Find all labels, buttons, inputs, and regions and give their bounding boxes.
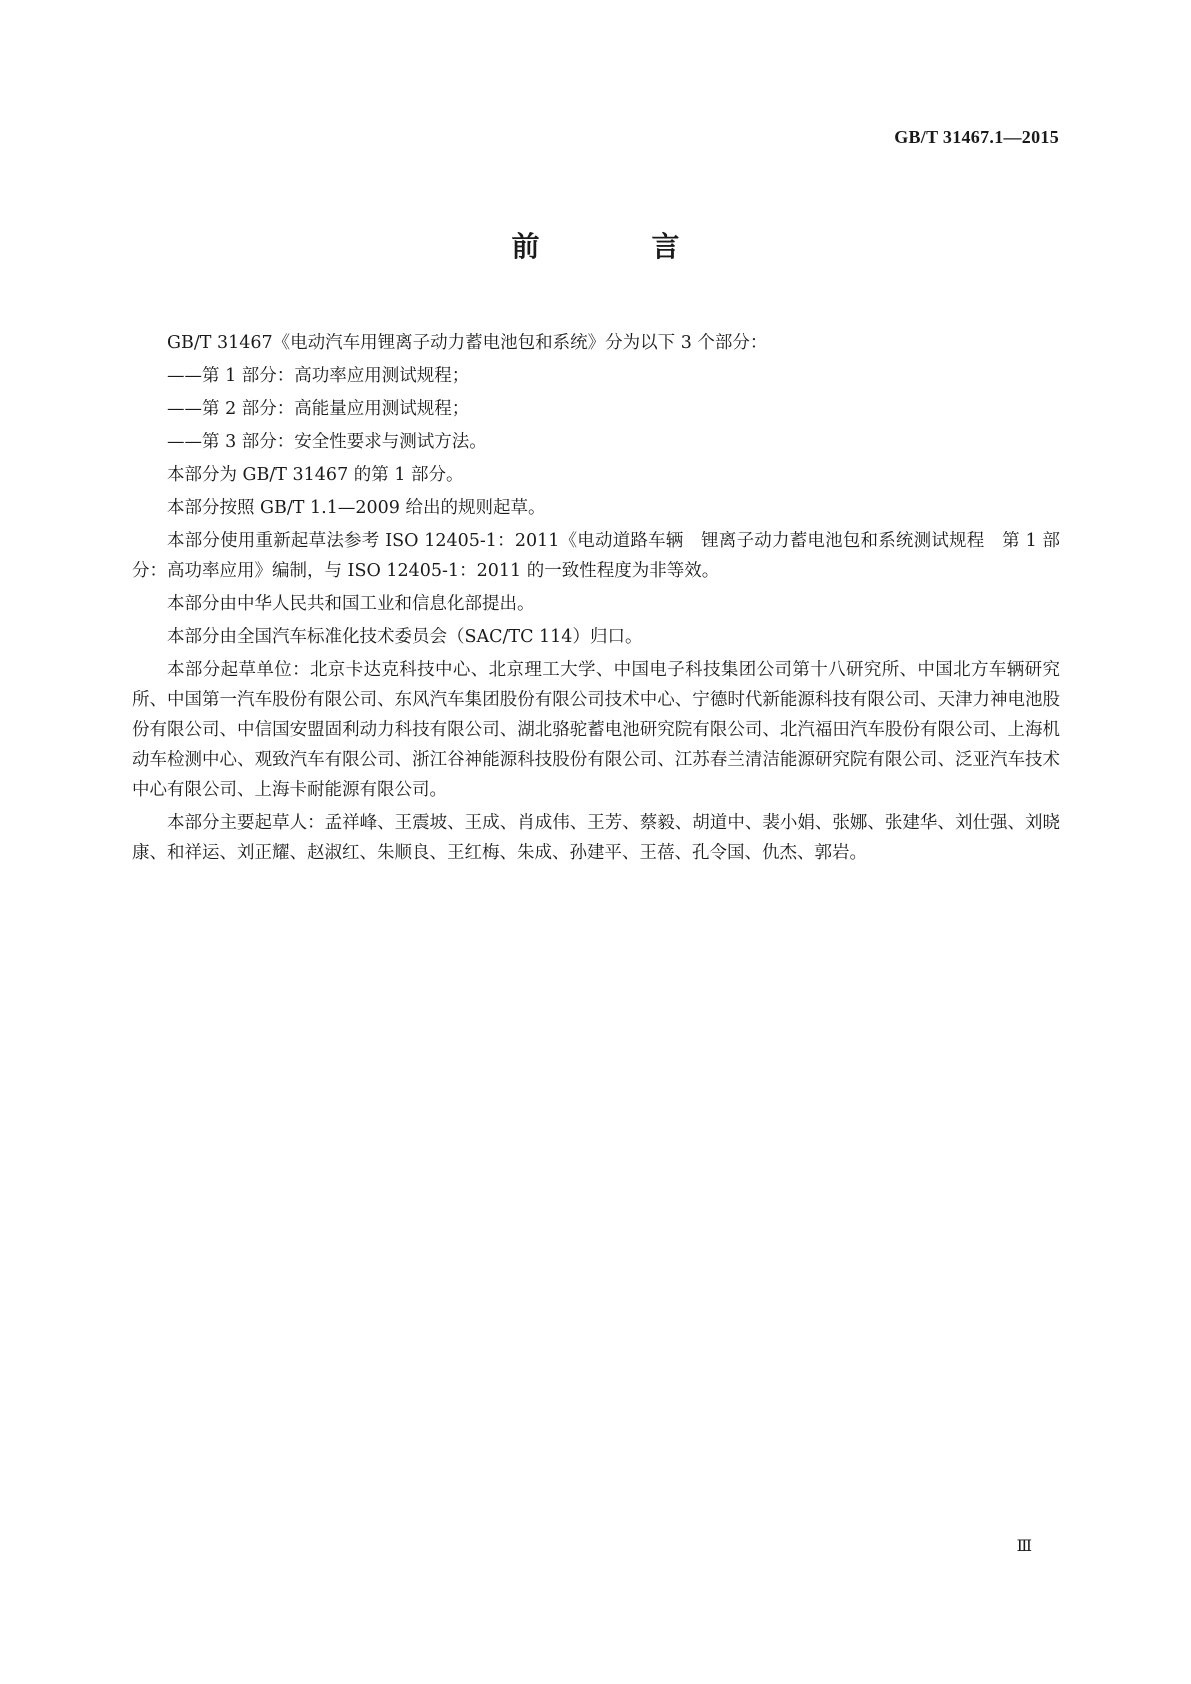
list-item-part-3: ——第 3 部分：安全性要求与测试方法。 <box>167 432 487 452</box>
paragraph-iso-reference: 本部分使用重新起草法参考 ISO 12405-1：2011《电动道路车辆 锂离子动力蓄电池包和系统测试规程 第 1 部分：高功率应用》编制，与 ISO 12405-1：2011 的一致性程度为非等效。 <box>132 531 1060 581</box>
paragraph-drafters: 本部分主要起草人：孟祥峰、王震坡、王成、肖成伟、王芳、蔡毅、胡道中、裴小娟、张娜、张建华、刘仕强、刘晓康、和祥运、刘正耀、赵淑红、朱顺良、王红梅、朱成、孙建平、王蓓、孔令国、仇杰、郭岩。 <box>132 813 1060 863</box>
page-number: Ⅲ <box>1016 1538 1031 1555</box>
list-item-part-2: ——第 2 部分：高能量应用测试规程； <box>167 399 470 419</box>
paragraph-part-statement: 本部分为 GB/T 31467 的第 1 部分。 <box>167 465 464 485</box>
page-title: 前 言 <box>511 230 722 263</box>
paragraph-proposer: 本部分由中华人民共和国工业和信息化部提出。 <box>167 594 535 614</box>
paragraph-series-intro: GB/T 31467《电动汽车用锂离子动力蓄电池包和系统》分为以下 3 个部分： <box>167 333 768 353</box>
list-item-part-1: ——第 1 部分：高功率应用测试规程； <box>167 366 470 386</box>
foreword-body <box>132 328 1060 871</box>
paragraph-drafting-rules: 本部分按照 GB/T 1.1—2009 给出的规则起草。 <box>167 498 546 518</box>
document-code: GB/T 31467.1—2015 <box>894 127 1059 147</box>
paragraph-committee: 本部分由全国汽车标准化技术委员会（SAC/TC 114）归口。 <box>167 627 643 647</box>
paragraph-drafting-units: 本部分起草单位：北京卡达克科技中心、北京理工大学、中国电子科技集团公司第十八研究所、中国北方车辆研究所、中国第一汽车股份有限公司、东风汽车集团股份有限公司技术中心、宁德时代新能源科技有限公司、天津力神电池股份有限公司、中信国安盟固利动力科技有限公司、湖北骆驼蓄电池研究院有限公司、北汽福田汽车股份有限公司、上海机动车检测中心、观致汽车有限公司、浙江谷神能源科技股份有限公司、江苏春兰清洁能源研究院有限公司、泛亚汽车技术中心有限公司、上海卡耐能源有限公司。 <box>132 660 1060 800</box>
